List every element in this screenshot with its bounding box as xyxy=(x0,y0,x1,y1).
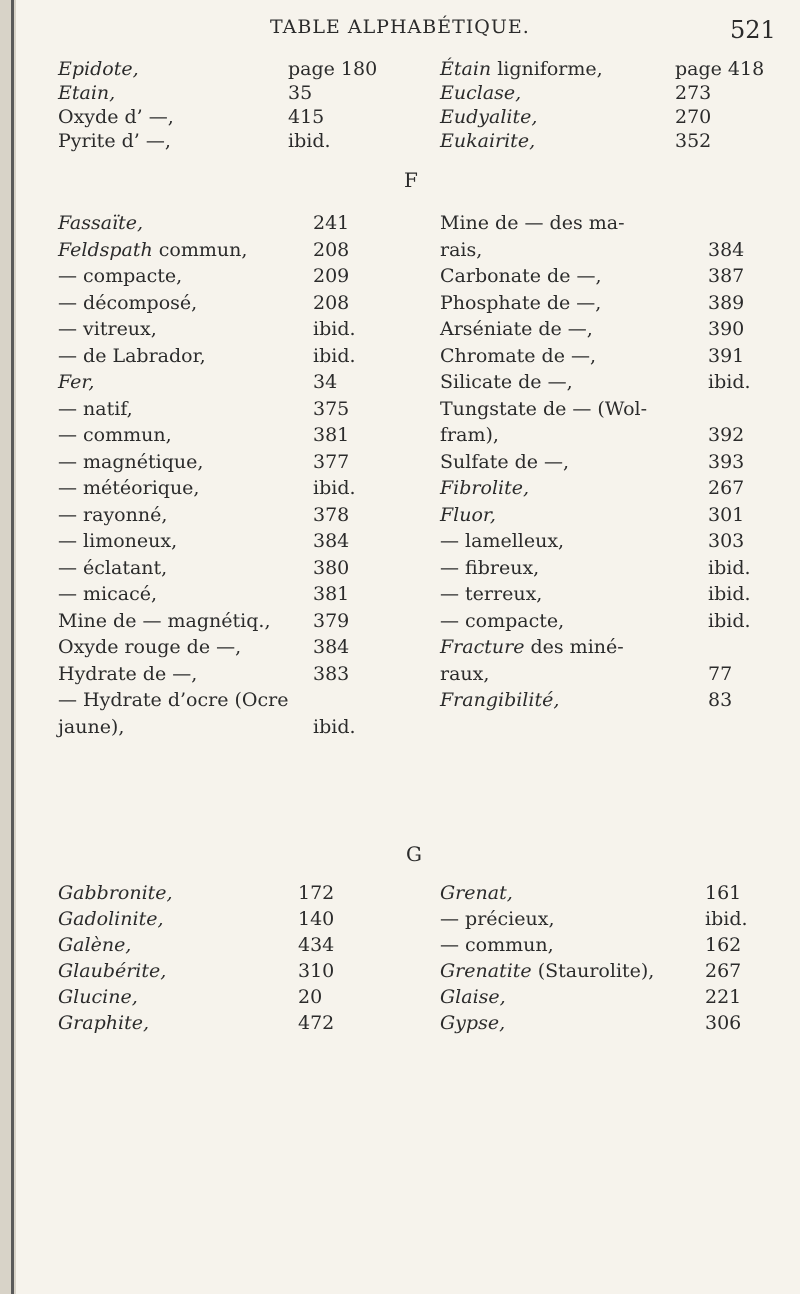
index-entry xyxy=(440,1012,765,1038)
entry-term-text: Fassaïte, xyxy=(58,212,144,234)
entry-term xyxy=(440,663,489,685)
entry-page: 140 xyxy=(298,908,335,930)
index-entry xyxy=(440,398,760,425)
index-entry xyxy=(440,882,765,908)
entry-page: 472 xyxy=(298,1012,335,1034)
index-entry xyxy=(440,504,760,531)
entry-page: 83 xyxy=(708,689,733,711)
entry-term-text: Fluor, xyxy=(440,503,496,526)
entry-page: 434 xyxy=(298,934,335,956)
running-header: TABLE ALPHABÉTIQUE. xyxy=(270,16,530,38)
entry-term xyxy=(440,318,593,340)
entry-term xyxy=(440,212,625,234)
entry-term xyxy=(58,583,157,605)
entry-page: 270 xyxy=(675,106,712,128)
entry-term xyxy=(58,504,167,526)
entry-term xyxy=(58,130,171,152)
entry-term xyxy=(440,130,535,152)
entry-term xyxy=(58,530,177,552)
entry-term xyxy=(440,451,569,473)
entry-term-text: — compacte, xyxy=(58,265,183,287)
index-entry xyxy=(440,477,760,504)
entry-term-text: Sulfate de —, xyxy=(440,450,570,473)
e-left-column xyxy=(58,58,378,154)
f-right-column xyxy=(440,212,760,716)
index-entry xyxy=(58,397,350,425)
index-entry xyxy=(440,451,760,478)
entry-term-text: Epidote, xyxy=(58,58,139,80)
entry-term-text: Arséniate de —, xyxy=(440,318,593,340)
entry-page: 352 xyxy=(675,130,712,152)
index-entry xyxy=(440,557,760,584)
entry-term-text: — terreux, xyxy=(440,583,543,605)
entry-page: page 180 xyxy=(288,58,378,80)
entry-term-text: Gadolinite, xyxy=(58,908,164,930)
entry-term-text: Hydrate de —, xyxy=(58,662,198,685)
entry-term-text: Glaubérite, xyxy=(58,960,167,982)
entry-term xyxy=(440,58,603,80)
index-entry xyxy=(58,130,331,154)
entry-term-text: Carbonate de —, xyxy=(440,265,602,287)
index-entry xyxy=(440,530,760,557)
entry-term xyxy=(440,82,521,104)
entry-term xyxy=(58,477,199,499)
entry-page: 267 xyxy=(705,960,742,982)
entry-page: 35 xyxy=(288,82,313,104)
entry-page: 221 xyxy=(705,986,742,1008)
entry-page: ibid. xyxy=(708,556,751,579)
index-entry xyxy=(440,371,760,398)
entry-term-text: Galène, xyxy=(58,934,132,956)
section-letter-g: G xyxy=(406,842,422,866)
entry-page: ibid. xyxy=(708,371,751,393)
entry-page: 384 xyxy=(708,238,745,261)
index-entry xyxy=(440,318,760,345)
index-entry xyxy=(58,318,356,345)
entry-page: 310 xyxy=(298,960,335,982)
entry-page: 381 xyxy=(313,583,350,605)
entry-term xyxy=(440,960,654,982)
entry-page: ibid. xyxy=(708,583,751,605)
entry-term-text: Gypse, xyxy=(440,1012,506,1034)
entry-term-text: Fracture xyxy=(440,636,525,658)
entry-term xyxy=(58,986,138,1008)
entry-term-text: Etain, xyxy=(58,82,116,104)
index-entry xyxy=(440,130,770,154)
index-entry xyxy=(58,908,335,934)
entry-term xyxy=(58,908,164,930)
entry-term xyxy=(58,934,131,956)
entry-page: 390 xyxy=(708,318,745,340)
index-entry xyxy=(58,583,350,610)
entry-term xyxy=(58,239,247,261)
entry-term-text: — commun, xyxy=(58,424,172,446)
entry-page: 380 xyxy=(313,556,350,579)
index-entry xyxy=(58,58,378,82)
entry-term xyxy=(58,689,288,711)
entry-term-text: Mine de — magnétiq., xyxy=(58,609,271,632)
entry-term xyxy=(58,58,139,80)
entry-term xyxy=(58,265,182,287)
entry-term xyxy=(58,960,166,982)
index-entry xyxy=(440,265,760,292)
entry-term-rest: (Staurolite), xyxy=(531,960,655,982)
entry-term-text: Chromate de —, xyxy=(440,344,597,367)
entry-page: 384 xyxy=(313,636,350,658)
entry-page: 415 xyxy=(288,106,325,128)
entry-term xyxy=(440,934,554,956)
entry-page: 77 xyxy=(708,662,733,685)
entry-term xyxy=(58,557,167,579)
entry-page: 377 xyxy=(313,450,350,473)
index-entry xyxy=(440,610,760,637)
entry-term xyxy=(58,663,197,685)
index-entry xyxy=(58,82,313,106)
entry-page: 383 xyxy=(313,662,350,685)
entry-page: 379 xyxy=(313,609,350,632)
entry-term xyxy=(58,212,143,234)
index-entry xyxy=(58,986,323,1012)
entry-term xyxy=(440,908,554,930)
entry-term xyxy=(440,265,602,287)
entry-term-text: Graphite, xyxy=(58,1012,149,1034)
entry-term-text: Mine de — des ma- xyxy=(440,212,625,234)
entry-term xyxy=(58,318,157,340)
entry-page: ibid. xyxy=(288,130,331,152)
entry-page: ibid. xyxy=(313,715,356,738)
entry-term-text: — météorique, xyxy=(58,477,200,499)
index-entry xyxy=(58,106,325,130)
section-letter-f: F xyxy=(404,168,418,192)
index-entry xyxy=(58,530,350,557)
index-entry xyxy=(58,636,350,663)
entry-term-text: Glaise, xyxy=(440,986,506,1008)
g-right-column xyxy=(440,882,765,1038)
entry-term-rest: ligniforme, xyxy=(491,58,603,80)
entry-term-text: — commun, xyxy=(440,934,554,956)
entry-term-text: Oxyde rouge de —, xyxy=(58,636,242,658)
entry-term-rest: des miné- xyxy=(524,636,624,658)
index-entry xyxy=(440,583,760,610)
index-entry xyxy=(440,58,770,82)
entry-term xyxy=(58,1012,149,1034)
entry-term xyxy=(440,610,564,632)
entry-term-text: rais, xyxy=(440,238,483,261)
entry-term-text: Pyrite d’ —, xyxy=(58,130,171,152)
entry-term xyxy=(58,716,124,738)
entry-term xyxy=(440,636,624,658)
index-entry xyxy=(58,1012,335,1038)
entry-term xyxy=(58,636,241,658)
entry-page: 391 xyxy=(708,344,745,367)
entry-term xyxy=(58,610,270,632)
entry-page: 172 xyxy=(298,882,335,904)
entry-page: ibid. xyxy=(708,609,751,632)
index-entry xyxy=(440,424,760,451)
entry-page: 162 xyxy=(705,934,742,956)
entry-page: 209 xyxy=(313,265,350,287)
entry-page: 301 xyxy=(708,503,745,526)
entry-page: 273 xyxy=(675,82,712,104)
index-entry xyxy=(58,689,328,716)
entry-page: 20 xyxy=(298,986,323,1008)
entry-term-text: Fibrolite, xyxy=(440,477,530,499)
entry-term-text: Phosphate de —, xyxy=(440,291,602,314)
entry-page: ibid. xyxy=(705,908,748,930)
entry-page: 161 xyxy=(705,882,742,904)
entry-term-text: — éclatant, xyxy=(58,556,168,579)
index-entry xyxy=(58,882,335,908)
index-entry xyxy=(440,934,765,960)
binding-line xyxy=(11,0,14,1294)
index-entry xyxy=(440,986,765,1012)
index-entry xyxy=(440,106,770,130)
entry-term-text: Feldspath xyxy=(58,238,153,261)
entry-term xyxy=(58,345,206,367)
entry-term-text: — de Labrador, xyxy=(58,344,206,367)
entry-page: 378 xyxy=(313,503,350,526)
entry-term-text: — micacé, xyxy=(58,583,158,605)
entry-term-text: Eukairite, xyxy=(440,130,536,152)
index-entry xyxy=(440,908,765,934)
entry-term-rest: commun, xyxy=(152,238,248,261)
entry-term-text: Oxyde d’ —, xyxy=(58,106,174,128)
entry-term-text: Étain xyxy=(440,58,492,80)
page-number: 521 xyxy=(730,16,776,44)
entry-term-text: — vitreux, xyxy=(58,318,157,340)
entry-term xyxy=(440,530,564,552)
entry-term-text: Gabbronite, xyxy=(58,882,173,904)
index-entry xyxy=(440,239,760,266)
entry-term xyxy=(58,106,174,128)
entry-term xyxy=(440,557,539,579)
index-entry xyxy=(440,212,760,239)
index-entry xyxy=(58,371,338,398)
entry-term xyxy=(440,882,513,904)
index-entry xyxy=(58,960,335,986)
index-entry xyxy=(440,345,760,372)
entry-page: 306 xyxy=(705,1012,742,1034)
entry-term xyxy=(440,371,573,393)
entry-page: 384 xyxy=(313,530,350,552)
entry-term xyxy=(58,424,172,446)
index-entry xyxy=(58,265,350,292)
entry-term xyxy=(440,477,529,499)
entry-term-text: Tungstate de — (Wol- xyxy=(440,397,648,420)
entry-term-text: Silicate de —, xyxy=(440,371,573,393)
entry-term-text: raux, xyxy=(440,662,490,685)
entry-term-text: Grenat, xyxy=(440,882,513,904)
entry-page: 34 xyxy=(313,371,338,393)
entry-term xyxy=(58,882,173,904)
entry-term xyxy=(440,106,537,128)
index-entry xyxy=(58,238,350,266)
entry-term-text: — compacte, xyxy=(440,609,565,632)
entry-term-text: — magnétique, xyxy=(58,450,204,473)
entry-page: 267 xyxy=(708,477,745,499)
index-entry xyxy=(58,450,350,478)
entry-term xyxy=(440,583,542,605)
entry-term xyxy=(440,689,559,711)
index-entry xyxy=(58,503,350,531)
entry-term xyxy=(58,82,115,104)
entry-page: 208 xyxy=(313,238,350,261)
g-left-column xyxy=(58,882,335,1038)
entry-page: 387 xyxy=(708,265,745,287)
entry-term xyxy=(440,239,482,261)
entry-term xyxy=(440,424,499,446)
entry-page: ibid. xyxy=(313,477,356,499)
entry-term-text: Euclase, xyxy=(440,82,522,104)
f-left-column xyxy=(58,212,356,742)
entry-page: page 418 xyxy=(675,58,765,80)
entry-term xyxy=(58,398,133,420)
index-entry xyxy=(58,934,335,960)
index-entry xyxy=(58,212,350,239)
index-entry xyxy=(58,715,356,743)
entry-term xyxy=(58,292,197,314)
entry-term xyxy=(440,398,647,420)
entry-term xyxy=(440,986,506,1008)
entry-page: 393 xyxy=(708,450,745,473)
index-entry xyxy=(58,291,350,319)
entry-page: 392 xyxy=(708,424,745,446)
entry-term-text: Glucine, xyxy=(58,986,138,1008)
entry-term xyxy=(440,292,601,314)
entry-term-text: Frangibilité, xyxy=(440,689,560,711)
index-entry xyxy=(440,82,770,106)
index-entry xyxy=(440,663,760,690)
entry-term-text: fram), xyxy=(440,424,499,446)
entry-term xyxy=(440,345,596,367)
entry-term-text: — décomposé, xyxy=(58,291,198,314)
index-entry xyxy=(58,344,356,372)
entry-term xyxy=(58,371,94,393)
entry-page: 375 xyxy=(313,397,350,420)
index-entry xyxy=(440,636,760,663)
entry-term-text: Fer, xyxy=(58,371,95,393)
index-entry xyxy=(440,292,760,319)
entry-term-text: — lamelleux, xyxy=(440,530,565,552)
entry-page: ibid. xyxy=(313,318,356,340)
entry-term xyxy=(440,1012,505,1034)
entry-page: 241 xyxy=(313,212,350,234)
index-entry xyxy=(440,689,760,716)
index-entry xyxy=(58,662,350,690)
entry-term-text: — Hydrate d’ocre (Ocre xyxy=(58,689,289,711)
entry-page: 208 xyxy=(313,291,350,314)
entry-term-text: — fibreux, xyxy=(440,556,540,579)
entry-term-text: — précieux, xyxy=(440,908,555,930)
entry-page: ibid. xyxy=(313,344,356,367)
entry-term-text: — limoneux, xyxy=(58,530,178,552)
index-entry xyxy=(58,609,350,637)
entry-term-text: Grenatite xyxy=(440,960,532,982)
entry-page: 303 xyxy=(708,530,745,552)
entry-page: 381 xyxy=(313,424,350,446)
index-entry xyxy=(58,424,350,451)
index-entry xyxy=(58,477,356,504)
entry-term-text: Eudyalite, xyxy=(440,106,538,128)
e-right-column xyxy=(440,58,770,154)
entry-term-text: jaune), xyxy=(58,715,125,738)
entry-page: 389 xyxy=(708,291,745,314)
index-entry xyxy=(58,556,350,584)
entry-term-text: — rayonné, xyxy=(58,503,168,526)
entry-term-text: — natif, xyxy=(58,397,133,420)
entry-term xyxy=(440,504,496,526)
index-entry xyxy=(440,960,765,986)
entry-term xyxy=(58,451,203,473)
